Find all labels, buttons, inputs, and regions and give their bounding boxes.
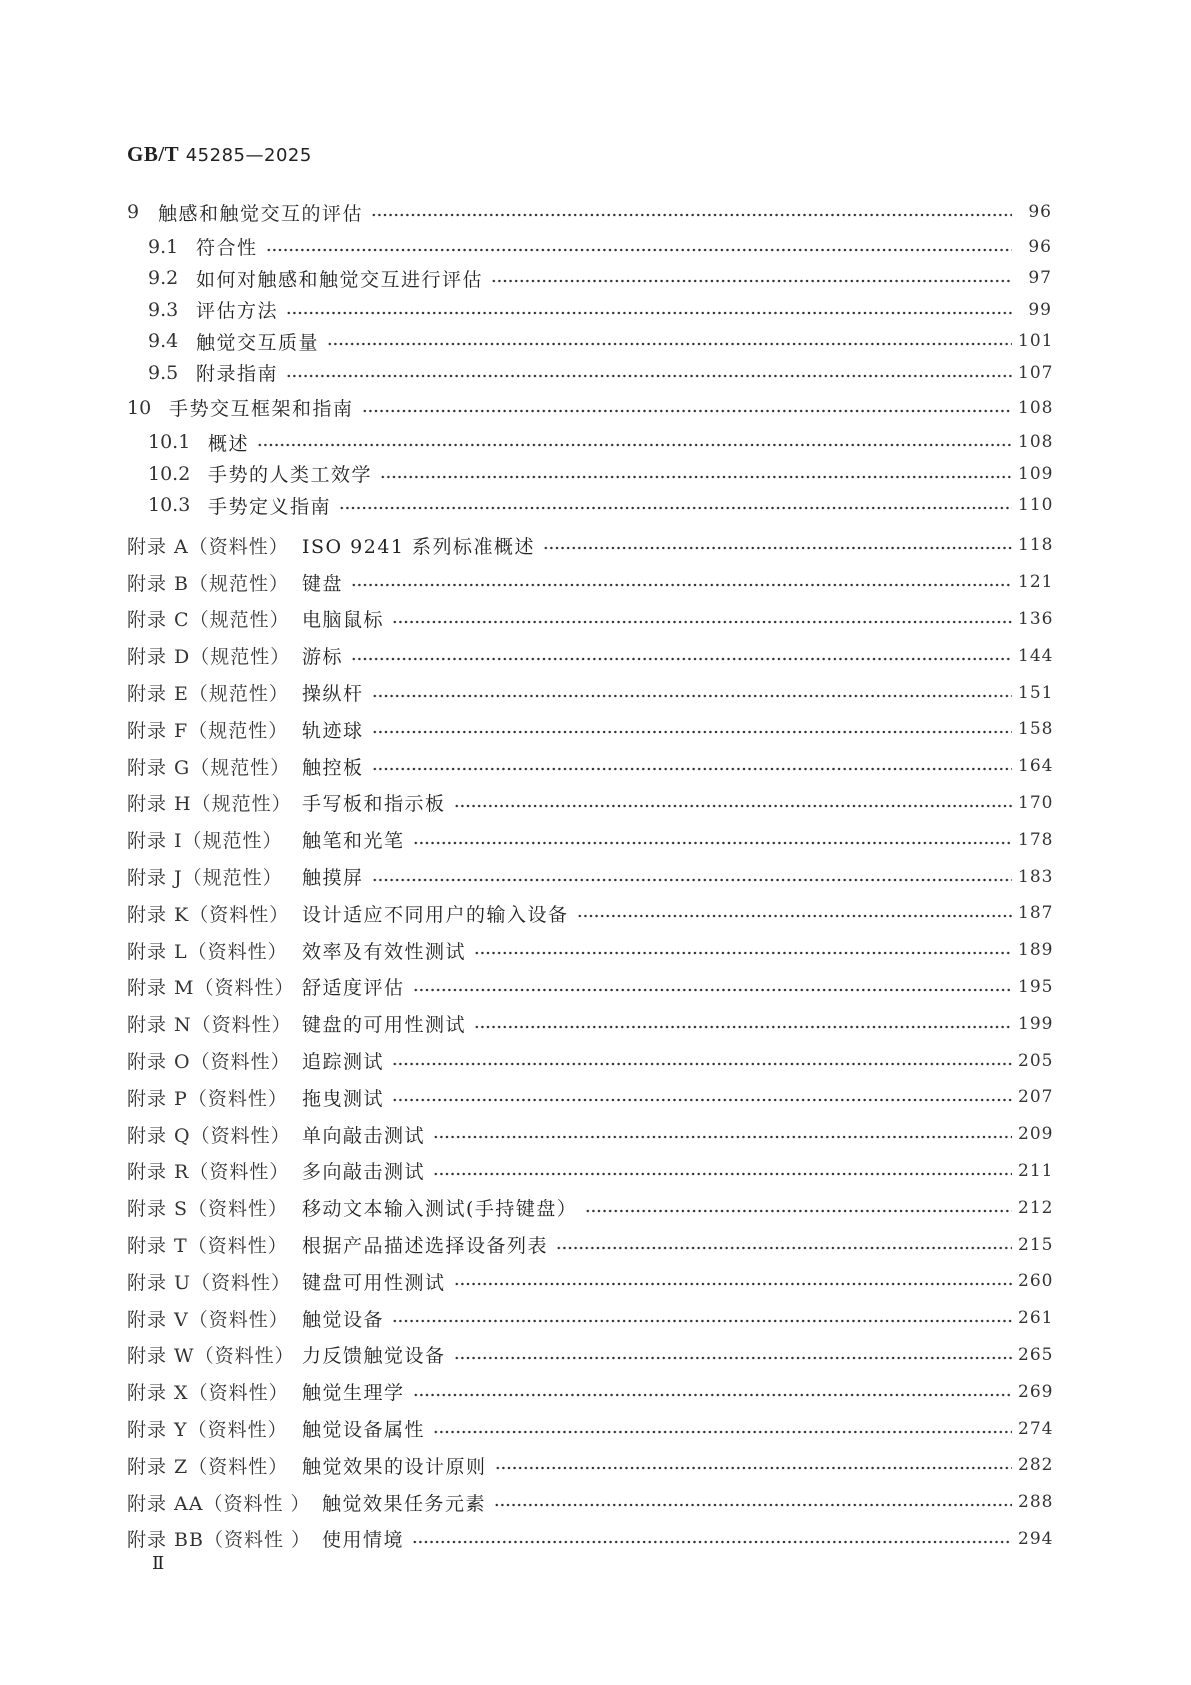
toc-entry-title: 移动文本输入测试(手持键盘）: [302, 1198, 578, 1221]
toc-entry-page: 215: [1018, 1234, 1054, 1255]
toc-entry[interactable]: [127, 895, 1052, 932]
toc-entry-page: 205: [1018, 1050, 1054, 1071]
toc-entry[interactable]: [127, 748, 1052, 785]
toc-entry-number: 10: [127, 396, 152, 419]
dot-leader: [494, 1502, 1012, 1508]
toc-entry-title: 舒适度评估: [302, 977, 405, 1000]
toc-entry-title: 触觉设备: [302, 1308, 385, 1331]
toc-entry-title: 概述: [208, 432, 250, 455]
toc-entry-number: 附录 W（资料性）: [127, 1345, 295, 1368]
toc-entry-page: 274: [1018, 1418, 1054, 1439]
toc-entry[interactable]: [127, 389, 1052, 427]
toc-entry-number: 附录 E（规范性）: [127, 683, 289, 706]
toc-entry[interactable]: [127, 858, 1052, 895]
dot-leader: [372, 766, 1012, 772]
dot-leader: [433, 1134, 1012, 1140]
toc-entry[interactable]: [127, 821, 1052, 858]
toc-entry-number: 附录 X（资料性）: [127, 1382, 289, 1405]
toc-entry-title: 操纵杆: [302, 683, 364, 706]
toc-entry-page: 187: [1018, 903, 1054, 924]
toc-entry-title: 电脑鼠标: [302, 609, 385, 632]
toc-entry[interactable]: [127, 932, 1052, 969]
toc-entry-number: 附录 A（资料性）: [127, 535, 289, 558]
toc-entry-page: 99: [1028, 299, 1052, 320]
toc-entry-title: 游标: [302, 646, 344, 669]
toc-entry-title: 手势交互框架和指南: [169, 398, 354, 420]
toc-entry-title: 键盘: [302, 572, 344, 595]
toc-entry-number: 附录 S（资料性）: [127, 1198, 289, 1221]
page-number: Ⅱ: [152, 1553, 165, 1574]
toc-entry[interactable]: [127, 357, 1052, 389]
toc-entry[interactable]: [127, 1484, 1052, 1521]
toc-entry-page: 164: [1018, 756, 1054, 777]
table-of-contents: [127, 193, 1052, 1557]
dot-leader: [372, 877, 1012, 883]
toc-entry-number: 附录 P（资料性）: [127, 1087, 288, 1110]
toc-entry-title: 键盘可用性测试: [302, 1271, 446, 1294]
toc-entry[interactable]: [127, 263, 1052, 295]
dot-leader: [372, 693, 1012, 699]
toc-entry-number: 附录 K（资料性）: [127, 903, 290, 926]
toc-entry-page: 288: [1018, 1492, 1054, 1513]
toc-entry[interactable]: [127, 674, 1052, 711]
toc-entry-number: 9.4: [148, 330, 179, 353]
toc-entry[interactable]: [127, 1447, 1052, 1484]
toc-entry-number: 附录 Y（资料性）: [127, 1419, 288, 1442]
toc-entry[interactable]: [127, 1226, 1052, 1263]
toc-entry-page: 136: [1018, 608, 1054, 629]
toc-entry[interactable]: [127, 1042, 1052, 1079]
dot-leader: [585, 1208, 1012, 1214]
dot-leader: [433, 1429, 1012, 1435]
toc-entry-number: 附录 R（资料性）: [127, 1161, 290, 1184]
toc-entry-title: 键盘的可用性测试: [302, 1014, 467, 1037]
dot-leader: [491, 278, 1012, 284]
toc-entry-page: 207: [1018, 1087, 1054, 1108]
dot-leader: [392, 1097, 1012, 1103]
toc-entry-number: 附录 I（规范性）: [127, 830, 283, 853]
toc-entry[interactable]: [127, 601, 1052, 638]
toc-entry-number: 9.2: [148, 267, 179, 290]
dot-leader: [454, 803, 1012, 809]
dot-leader: [392, 1318, 1012, 1324]
toc-entry-page: 108: [1018, 397, 1054, 418]
toc-entry-number: 附录 V（资料性）: [127, 1308, 289, 1331]
dot-leader: [362, 408, 1012, 414]
toc-entry-page: 96: [1028, 236, 1052, 257]
toc-entry-page: 211: [1018, 1160, 1054, 1181]
dot-leader: [433, 1171, 1012, 1177]
toc-entry[interactable]: [127, 231, 1052, 263]
toc-entry-title: 手势定义指南: [208, 495, 332, 518]
dot-leader: [266, 247, 1012, 253]
toc-entry[interactable]: [127, 1005, 1052, 1042]
toc-entry[interactable]: [127, 294, 1052, 326]
dot-leader: [380, 474, 1012, 480]
toc-entry-title: 触控板: [302, 756, 364, 779]
toc-entry-number: 附录 T（资料性）: [127, 1235, 288, 1258]
toc-entry-page: 260: [1018, 1271, 1054, 1292]
toc-entry-number: 附录 F（规范性）: [127, 719, 289, 742]
toc-entry-number: 10.2: [148, 462, 191, 485]
dot-leader: [495, 1465, 1012, 1471]
toc-entry-number: 附录 Q（资料性）: [127, 1124, 291, 1147]
dot-leader: [351, 582, 1012, 588]
dot-leader: [474, 950, 1012, 956]
toc-entry[interactable]: [127, 785, 1052, 822]
toc-entry[interactable]: [127, 1153, 1052, 1190]
dot-leader: [454, 1355, 1012, 1361]
toc-entry[interactable]: [127, 458, 1052, 490]
toc-entry-title: 拖曳测试: [302, 1087, 385, 1110]
toc-entry-page: 195: [1018, 976, 1054, 997]
toc-entry[interactable]: [127, 1337, 1052, 1374]
toc-entry-title: 触摸屏: [302, 867, 364, 890]
standard-number: 45285—2025: [185, 145, 312, 166]
toc-entry-page: 158: [1018, 719, 1054, 740]
toc-entry-title: 触觉设备属性: [302, 1419, 426, 1442]
toc-entry-title: 力反馈触觉设备: [302, 1345, 446, 1368]
toc-entry-page: 151: [1018, 682, 1054, 703]
toc-entry-number: 10.1: [148, 431, 191, 454]
toc-entry-number: 附录 BB（资料性 ）: [127, 1529, 312, 1552]
toc-entry-page: 109: [1018, 463, 1054, 484]
toc-entry-page: 101: [1018, 331, 1054, 352]
toc-entry[interactable]: [127, 1263, 1052, 1300]
toc-entry-page: 261: [1018, 1308, 1054, 1329]
standard-header: [127, 142, 312, 167]
toc-entry-number: 附录 M（资料性）: [127, 977, 295, 1000]
toc-entry-page: 144: [1018, 645, 1054, 666]
toc-entry-page: 107: [1018, 362, 1054, 383]
toc-entry-number: 9.5: [148, 361, 179, 384]
toc-entry[interactable]: [127, 1300, 1052, 1337]
toc-entry-title: 追踪测试: [302, 1051, 385, 1074]
dot-leader: [413, 987, 1012, 993]
toc-entry-title: 符合性: [196, 237, 258, 260]
toc-entry-page: 118: [1018, 535, 1054, 556]
toc-entry[interactable]: [127, 969, 1052, 1006]
dot-leader: [371, 212, 1012, 218]
toc-entry-title: 评估方法: [196, 300, 279, 323]
dot-leader: [412, 1539, 1012, 1545]
toc-entry-page: 199: [1018, 1013, 1054, 1034]
dot-leader: [556, 1245, 1012, 1251]
dot-leader: [577, 913, 1012, 919]
toc-entry-page: 183: [1018, 866, 1054, 887]
toc-entry[interactable]: [127, 1521, 1052, 1558]
toc-entry-number: 10.3: [148, 494, 191, 517]
toc-entry-title: 单向敲击测试: [302, 1124, 426, 1147]
toc-entry[interactable]: [127, 1373, 1052, 1410]
dot-leader: [286, 310, 1012, 316]
toc-entry[interactable]: [127, 1079, 1052, 1116]
toc-entry-number: 附录 B（规范性）: [127, 572, 290, 595]
dot-leader: [392, 619, 1012, 625]
toc-entry-title: 手势的人类工效学: [208, 464, 373, 487]
toc-entry-page: 212: [1018, 1197, 1054, 1218]
toc-entry[interactable]: [127, 564, 1052, 601]
toc-entry-page: 121: [1018, 572, 1054, 593]
toc-entry-title: 手写板和指示板: [302, 793, 446, 816]
toc-entry-number: 9: [127, 201, 140, 223]
toc-entry[interactable]: [127, 193, 1052, 231]
dot-leader: [257, 442, 1012, 448]
dot-leader: [339, 505, 1012, 511]
toc-entry-page: 209: [1018, 1124, 1054, 1145]
toc-entry-page: 294: [1018, 1528, 1054, 1549]
toc-entry-number: 附录 N（资料性）: [127, 1014, 292, 1037]
toc-entry-page: 265: [1018, 1344, 1054, 1365]
toc-entry-number: 附录 G（规范性）: [127, 756, 291, 779]
toc-entry-title: 触觉效果任务元素: [322, 1492, 487, 1515]
toc-entry-page: 189: [1018, 940, 1054, 961]
dot-leader: [454, 1281, 1012, 1287]
toc-entry-title: ISO 9241 系列标准概述: [302, 535, 536, 558]
dot-leader: [413, 1392, 1012, 1398]
toc-entry-title: 设计适应不同用户的输入设备: [302, 903, 569, 926]
toc-entry-number: 附录 O（资料性）: [127, 1051, 291, 1074]
toc-entry[interactable]: [127, 490, 1052, 522]
toc-entry-title: 使用情境: [322, 1529, 405, 1552]
toc-entry[interactable]: [127, 427, 1052, 459]
toc-entry-title: 根据产品描述选择设备列表: [302, 1235, 549, 1258]
toc-entry-number: 附录 H（规范性）: [127, 793, 292, 816]
toc-entry-page: 110: [1018, 495, 1054, 516]
dot-leader: [351, 656, 1012, 662]
toc-entry-number: 附录 J（规范性）: [127, 867, 283, 890]
toc-entry-page: 282: [1018, 1455, 1054, 1476]
toc-entry-number: 附录 Z（资料性）: [127, 1455, 289, 1478]
standard-prefix: GB/T: [127, 142, 180, 166]
toc-entry-number: 9.1: [148, 235, 179, 258]
dot-leader: [413, 840, 1012, 846]
dot-leader: [392, 1061, 1012, 1067]
toc-entry[interactable]: [127, 711, 1052, 748]
toc-entry-page: 96: [1028, 202, 1052, 222]
toc-entry-number: 附录 U（资料性）: [127, 1271, 292, 1294]
dot-leader: [372, 729, 1012, 735]
toc-entry-number: 附录 D（规范性）: [127, 646, 291, 669]
toc-entry-number: 附录 C（规范性）: [127, 609, 290, 632]
toc-entry-page: 178: [1018, 829, 1054, 850]
toc-entry[interactable]: [127, 326, 1052, 358]
toc-entry[interactable]: [127, 1116, 1052, 1153]
toc-entry[interactable]: [127, 637, 1052, 674]
toc-entry-title: 效率及有效性测试: [302, 940, 467, 963]
dot-leader: [474, 1024, 1012, 1030]
toc-entry[interactable]: [127, 1189, 1052, 1226]
toc-entry-title: 触觉生理学: [302, 1382, 405, 1405]
toc-entry[interactable]: [127, 1410, 1052, 1447]
toc-entry-number: 附录 AA（资料性 ）: [127, 1492, 311, 1515]
toc-entry-title: 多向敲击测试: [302, 1161, 426, 1184]
toc-entry-title: 如何对触感和触觉交互进行评估: [196, 268, 484, 291]
dot-leader: [327, 341, 1012, 347]
toc-entry-page: 170: [1018, 792, 1054, 813]
toc-entry-title: 触感和触觉交互的评估: [158, 202, 364, 225]
toc-entry-title: 轨迹球: [302, 719, 364, 742]
dot-leader: [543, 545, 1012, 551]
toc-entry-page: 97: [1028, 268, 1052, 289]
toc-entry-title: 触觉交互质量: [196, 331, 320, 354]
toc-entry-title: 触笔和光笔: [302, 830, 405, 853]
toc-entry-page: 108: [1018, 432, 1054, 453]
toc-entry[interactable]: [127, 527, 1052, 564]
toc-entry-title: 触觉效果的设计原则: [302, 1455, 487, 1478]
dot-leader: [286, 373, 1012, 379]
toc-entry-number: 附录 L（资料性）: [127, 940, 288, 963]
toc-entry-page: 269: [1018, 1381, 1054, 1402]
toc-entry-title: 附录指南: [196, 363, 279, 386]
toc-entry-number: 9.3: [148, 298, 179, 321]
